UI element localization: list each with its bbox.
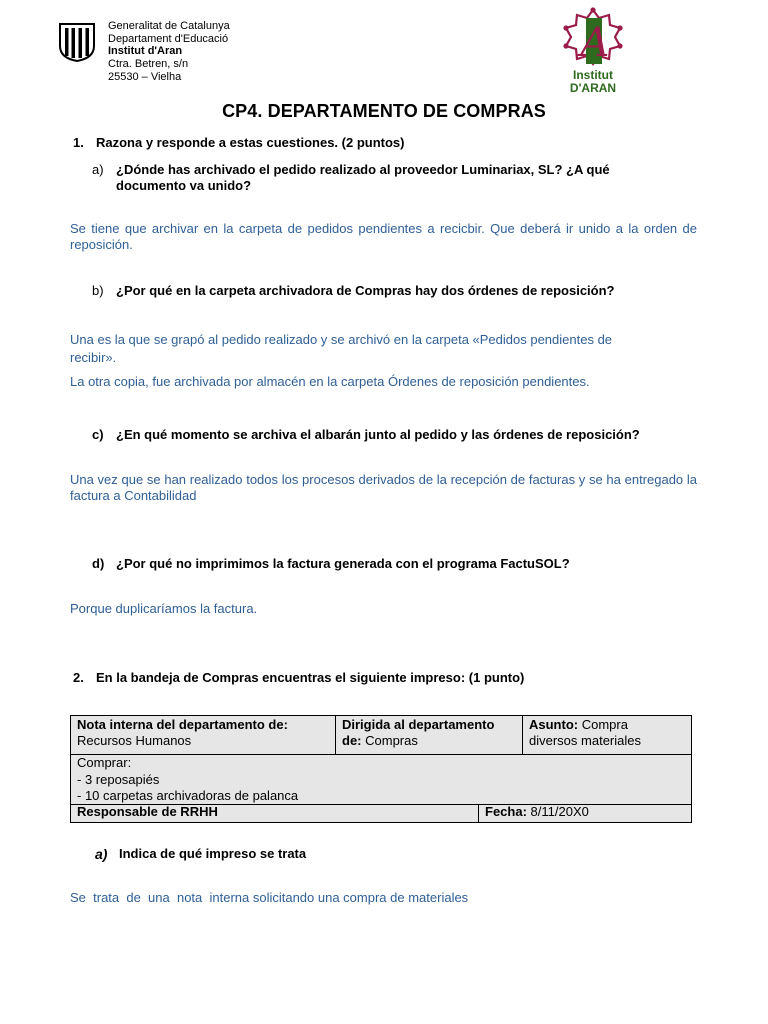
q1-text: Razona y responde a estas cuestiones. (2 puntos) [96,135,405,150]
responsible-label: Responsable de RRHH [77,804,218,819]
from-label: Nota interna del departamento de: [77,717,288,732]
from-value: Recursos Humanos [77,733,192,748]
internal-note-table [70,715,692,823]
q1b-label: b) [92,283,104,298]
subject-cell [523,716,691,750]
subject-value-line1: Compra [581,717,628,732]
institut-aran-emblem-icon [558,6,628,68]
q2a-answer: Se trata de una nota interna solicitando una compra de materiales [70,890,469,905]
list-item: - 3 reposapiés [77,771,160,787]
to-label-line1: Dirigida al departamento [342,717,495,732]
q1b-answer1-line2: recibir». [70,350,117,365]
q1b-answer1-line1: Una es la que se grapó al pedido realizado y se archivó en la carpeta «Pedidos pendientes de [70,332,613,347]
subject-label: Asunto: [529,717,579,732]
logo-letter: A [580,20,610,66]
subject-value-line2: diversos materiales [529,733,641,748]
q1d-question: ¿Por qué no imprimimos la factura generada con el programa FactuSOL? [116,556,570,571]
from-cell [71,716,335,750]
org-line-1: Generalitat de Catalunya [108,20,230,32]
q1a-answer: Se tiene que archivar en la carpeta de pedidos pendientes a recicbir. Que deberá ir unido a la orden de reposición. [70,221,697,252]
to-cell [336,716,522,750]
q1b-answer2: La otra copia, fue archivada por almacén en la carpeta Órdenes de reposición pendientes. [70,374,590,389]
q1d-answer: Porque duplicaríamos la factura. [70,601,258,616]
q1d-label: d) [92,556,105,571]
body-title: Comprar: [77,755,132,770]
q2a-question: Indica de qué impreso se trata [119,846,307,861]
institut-aran-logo [558,6,628,96]
generalitat-logo-icon [58,22,96,62]
list-item: - 10 carpetas archivadoras de palanca [77,788,299,803]
page-title: CP4. DEPARTAMENTO DE COMPRAS [222,101,546,121]
logo-text-line-2: D'ARAN [569,81,617,95]
date-cell [479,804,691,821]
q1a-question-line1: ¿Dónde has archivado el pedido realizado al proveedor Luminariax, SL? ¿A qué [116,162,610,177]
address-line-2: 25530 – Vielha [108,70,182,83]
q1c-answer: Una vez que se han realizado todos los procesos derivados de la recepción de facturas y se ha entregado la factura a Contabilidad [70,472,697,503]
q1a-label: a) [92,162,104,177]
institute-name: Institut d'Aran [108,45,183,57]
q1a-question-line2: documento va unido? [116,178,252,193]
date-value: 8/11/20X0 [530,804,589,819]
logo-text-line-1: Institut [573,68,613,82]
q2-text: En la bandeja de Compras encuentras el siguiente impreso: (1 punto) [96,670,525,685]
body-cell [71,754,691,806]
q2a-label: a) [95,846,108,862]
q1c-question: ¿En qué momento se archiva el albarán junto al pedido y las órdenes de reposición? [116,427,640,442]
to-label-line2: de: [342,733,362,748]
q2-number: 2. [73,670,84,685]
date-label: Fecha: [485,804,527,819]
q1c-label: c) [92,427,104,442]
address-line-1: Ctra. Betren, s/n [108,58,189,70]
to-value: Compras [365,733,418,748]
q1-number: 1. [73,135,84,150]
q1b-question: ¿Por qué en la carpeta archivadora de Compras hay dos órdenes de reposición? [116,283,615,298]
org-line-2: Departament d'Educació [108,32,229,45]
